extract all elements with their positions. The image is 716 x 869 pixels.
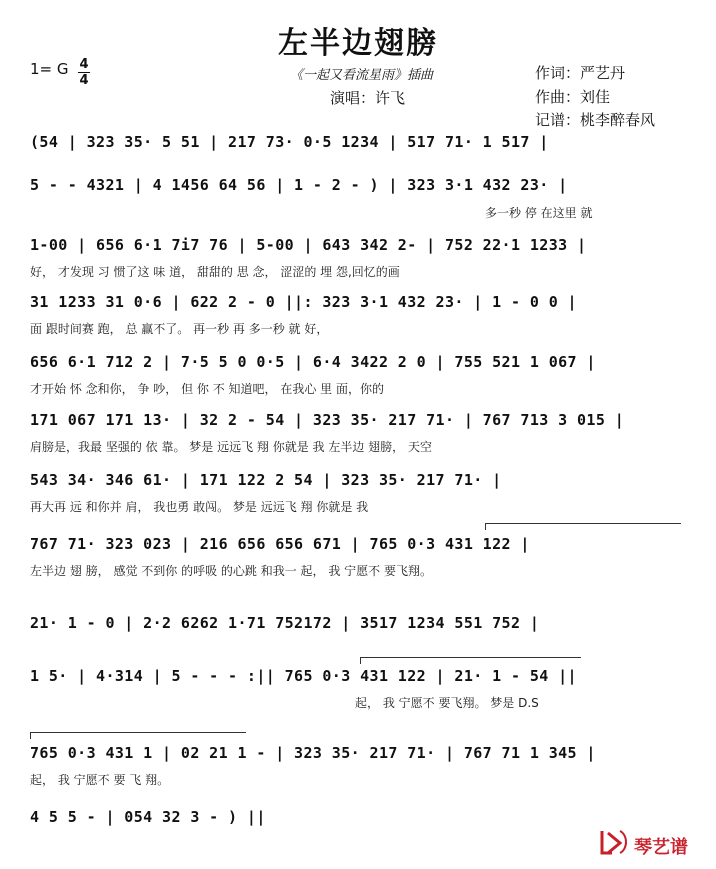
notes-line: 5 - - 4321 | 4 1456 64 56 | 1 - 2 - ) | 323 3·1 432 23· | bbox=[30, 176, 568, 194]
singer-credit: 演唱：许飞 bbox=[330, 89, 406, 107]
lyrics-line: 起， 我 宁愿不 要 飞 翔。 bbox=[30, 773, 170, 787]
notes-line: 31 1233 31 0·6 | 622 2 - 0 ||: 323 3·1 432 23· | 1 - 0 0 | bbox=[30, 293, 577, 311]
lyrics-line: 左半边 翅 膀， 感觉 不到你 的呼吸 的心跳 和我一 起， 我 宁愿不 要飞翔。 bbox=[30, 564, 432, 578]
source-note: 《一起又看流星雨》插曲 bbox=[290, 68, 434, 83]
notes-line: 21· 1 - 0 | 2·2 6262 1·71 752172 | 3517 1234 551 752 | bbox=[30, 614, 540, 632]
time-signature bbox=[78, 58, 90, 87]
notes-line: 1 5· | 4·314 | 5 - - - :|| 765 0·3 431 122 | 21· 1 - 54 || bbox=[30, 667, 577, 685]
lyrics-line: 再大再 远 和你并 肩， 我也勇 敢闯。 梦是 远远飞 翔 你就是 我 bbox=[30, 500, 369, 514]
lyricist-credit: 作词：严艺丹 bbox=[535, 64, 626, 82]
notes-line: 767 71· 323 023 | 216 656 656 671 | 765 0·3 431 122 | bbox=[30, 535, 530, 553]
notation-row-5 bbox=[30, 353, 690, 403]
logo-text: 琴艺谱 bbox=[634, 837, 688, 858]
lyrics-line: 肩膀是，我最 坚强的 依 靠。 梦是 远远飞 翔 你就是 我 左半边 翅膀， 天空 bbox=[30, 440, 432, 454]
notation-row-2 bbox=[30, 176, 690, 226]
notation-row-3 bbox=[30, 236, 690, 286]
notes-line: 656 6·1 712 2 | 7·5 5 0 0·5 | 6·4 3422 2 0 | 755 521 1 067 | bbox=[30, 353, 596, 371]
song-title: 左半边翅膀 bbox=[278, 26, 438, 61]
volta-bracket bbox=[30, 732, 246, 739]
notes-line: 1-00 | 656 6·1 7i7 76 | 5-00 | 643 342 2- | 752 22·1 1233 | bbox=[30, 236, 587, 254]
lyrics-line: 多一秒 停 在这里 就 bbox=[485, 206, 593, 220]
notation-row-7 bbox=[30, 471, 690, 521]
notation-row-4 bbox=[30, 293, 690, 343]
volta-bracket bbox=[360, 657, 581, 664]
lyrics-line: 好， 才发现 习 惯了这 味 道， 甜甜的 思 念， 涩涩的 埋 怨,回忆的画 bbox=[30, 265, 400, 279]
notes-line: 171 067 171 13· | 32 2 - 54 | 323 35· 217 71· | 767 713 3 015 | bbox=[30, 411, 625, 429]
notes-line: 4 5 5 - | 054 32 3 - ) || bbox=[30, 808, 266, 826]
logo-mark-icon bbox=[598, 827, 632, 857]
notation-row-11 bbox=[30, 744, 690, 794]
time-signature-bottom: 4 bbox=[79, 73, 89, 88]
notes-line: 765 0·3 431 1 | 02 21 1 - | 323 35· 217 71· | 767 71 1 345 | bbox=[30, 744, 596, 762]
notation-row-10 bbox=[30, 667, 690, 717]
site-logo bbox=[598, 827, 698, 857]
notes-line: (54 | 323 35· 5 51 | 217 73· 0·5 1234 | 517 71· 1 517 | bbox=[30, 133, 549, 151]
lyrics-line: 面 跟时间赛 跑， 总 赢不了。 再一秒 再 多一秒 就 好， bbox=[30, 322, 329, 336]
lyrics-line: 起， 我 宁愿不 要飞翔。 梦是 D.S bbox=[355, 696, 539, 710]
notation-row-9 bbox=[30, 614, 690, 654]
notation-row-6 bbox=[30, 411, 690, 461]
volta-bracket bbox=[485, 523, 681, 530]
notation-row-8 bbox=[30, 535, 690, 585]
composer-credit: 作曲：刘佳 bbox=[535, 88, 611, 106]
time-signature-top: 4 bbox=[79, 57, 89, 72]
transcriber-credit: 记谱：桃李醉春风 bbox=[535, 111, 656, 129]
notation-row-12 bbox=[30, 808, 690, 838]
lyrics-line: 才开始 怀 念和你， 争 吵， 但 你 不 知道吧， 在我心 里 面，你的 bbox=[30, 382, 384, 396]
notes-line: 543 34· 346 61· | 171 122 2 54 | 323 35· 217 71· | bbox=[30, 471, 502, 489]
key-signature: 1= G bbox=[30, 60, 69, 78]
